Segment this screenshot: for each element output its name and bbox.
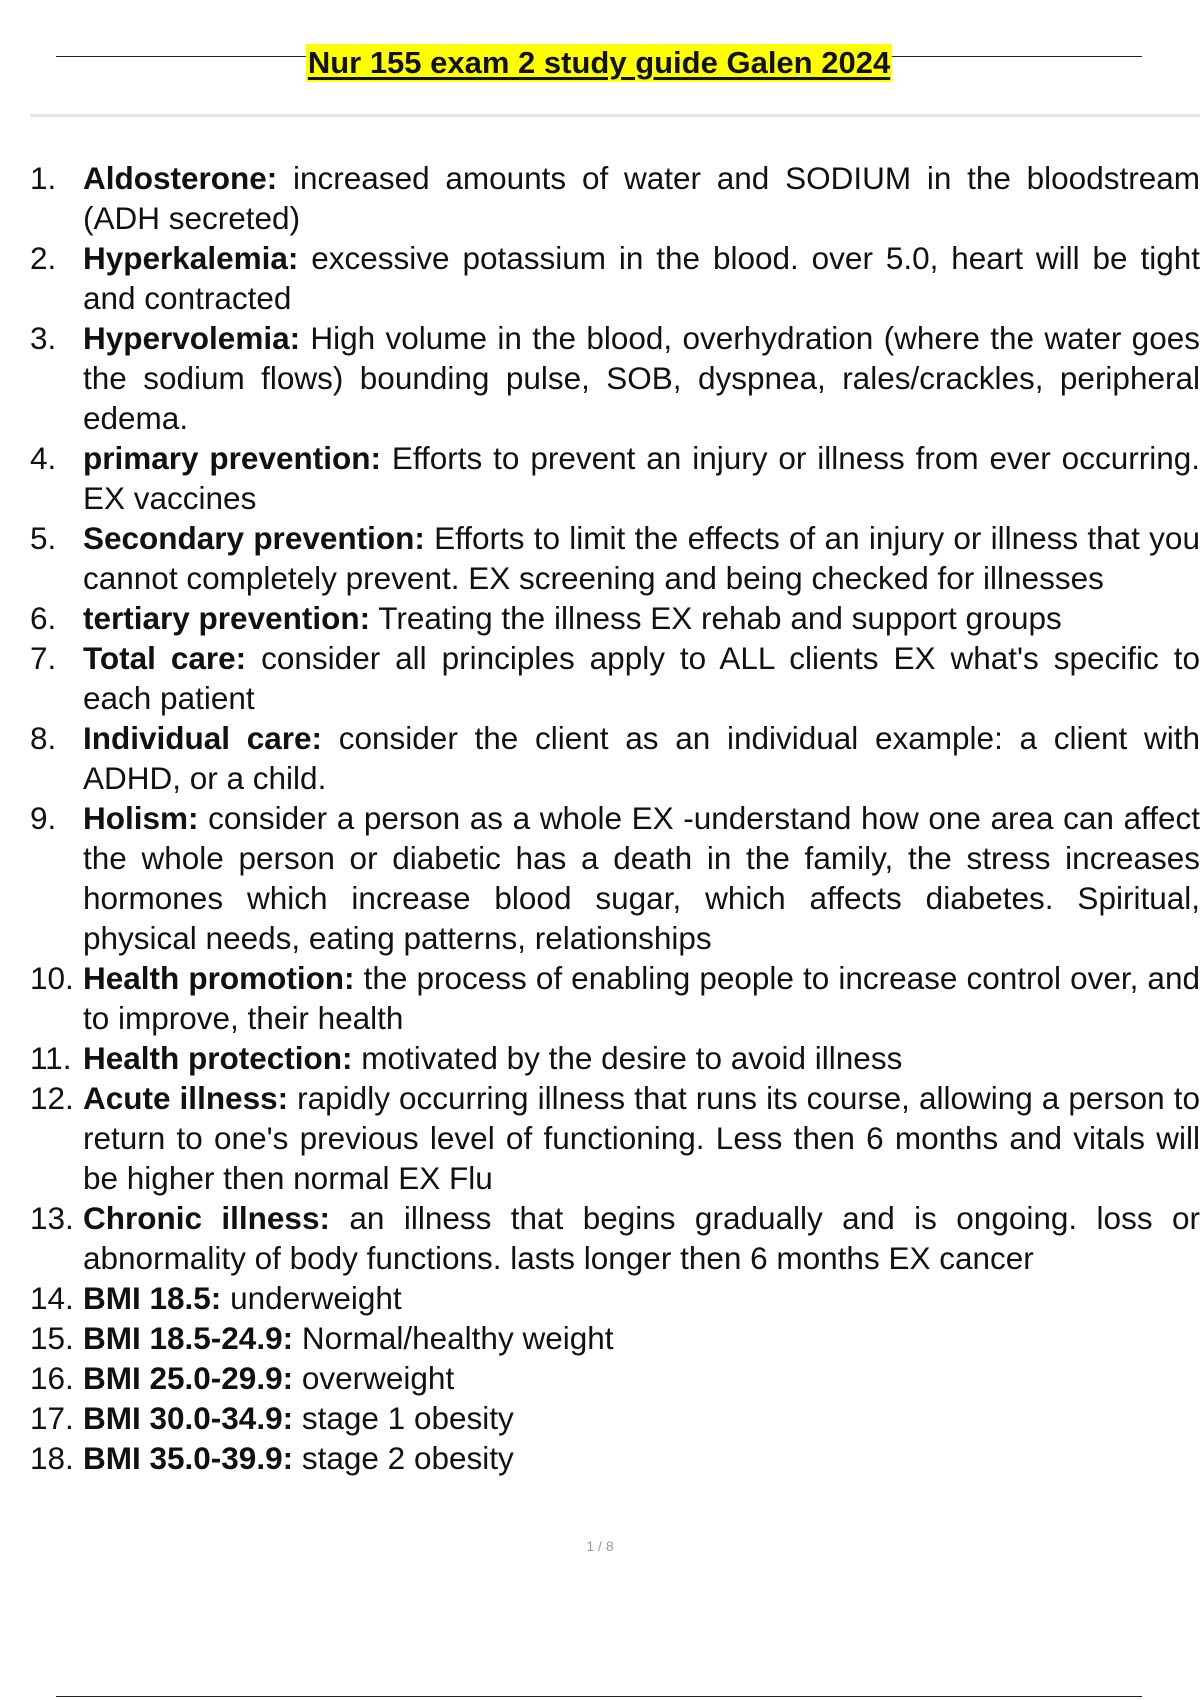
term-definition: Efforts to prevent an injury or illness from ever occurring. EX vaccines xyxy=(83,440,1200,516)
list-item xyxy=(30,798,1200,958)
term-definition: increased amounts of water and SODIUM in the bloodstream (ADH secreted) xyxy=(83,160,1200,236)
term-definition: consider the client as an individual example: a client with ADHD, or a child. xyxy=(83,720,1200,796)
list-item-number: 1. xyxy=(30,160,57,196)
list-item xyxy=(30,638,1200,718)
terms-list xyxy=(30,158,1200,1478)
term-definition: High volume in the blood, overhydration (where the water goes the sodium flows) bounding pulse, SOB, dyspnea, rales/crackles, peripheral edema. xyxy=(83,320,1200,436)
list-item-number: 18. xyxy=(30,1440,74,1476)
term-definition: Efforts to limit the effects of an injury or illness that you cannot completely prevent. EX screening and being checked for illnesses xyxy=(83,520,1200,596)
term-definition: overweight xyxy=(301,1360,455,1396)
term-name: Holism: xyxy=(83,800,199,836)
term-name: Aldosterone: xyxy=(83,160,278,196)
list-item xyxy=(30,598,1200,638)
list-item xyxy=(30,438,1200,518)
list-item-number: 5. xyxy=(30,520,57,556)
list-item xyxy=(30,1358,1200,1398)
list-item-number: 10. xyxy=(30,960,74,996)
term-name: BMI 18.5-24.9: xyxy=(83,1320,294,1356)
list-item-number: 4. xyxy=(30,440,57,476)
document-title: Nur 155 exam 2 study guide Galen 2024 xyxy=(307,45,891,80)
bottom-rule xyxy=(56,1696,1142,1697)
term-name: BMI 30.0-34.9: xyxy=(83,1400,294,1436)
term-name: BMI 35.0-39.9: xyxy=(83,1440,294,1476)
list-item-number: 17. xyxy=(30,1400,74,1436)
list-item-number: 12. xyxy=(30,1080,74,1116)
term-name: Health promotion: xyxy=(83,960,355,996)
list-item-number: 16. xyxy=(30,1360,74,1396)
term-definition: excessive potassium in the blood. over 5.0, heart will be tight and contracted xyxy=(83,240,1200,316)
term-name: BMI 25.0-29.9: xyxy=(83,1360,294,1396)
list-item-number: 6. xyxy=(30,600,57,636)
term-name: Health protection: xyxy=(83,1040,353,1076)
list-item xyxy=(30,238,1200,318)
term-name: BMI 18.5: xyxy=(83,1280,222,1316)
term-definition: Normal/healthy weight xyxy=(301,1320,614,1356)
term-definition: Treating the illness EX rehab and support groups xyxy=(378,600,1062,636)
term-definition: consider a person as a whole EX -understand how one area can affect the whole person or diabetic has a death in the family, the stress increases hormones which increase blood sugar, which affects diabetes. Spiritual, physical needs, eating patterns, relationships xyxy=(83,800,1200,956)
term-name: Hyperkalemia: xyxy=(83,240,299,276)
list-item-number: 2. xyxy=(30,240,57,276)
list-item-number: 8. xyxy=(30,720,57,756)
list-item xyxy=(30,1438,1200,1478)
term-name: Acute illness: xyxy=(83,1080,289,1116)
term-definition: motivated by the desire to avoid illness xyxy=(361,1040,903,1076)
list-item-number: 14. xyxy=(30,1280,74,1316)
term-name: Individual care: xyxy=(83,720,323,756)
page-indicator: 1 / 8 xyxy=(586,1538,614,1554)
term-definition: rapidly occurring illness that runs its course, allowing a person to return to one's previous level of functioning. Less then 6 months and vitals will be higher then normal EX Flu xyxy=(83,1080,1200,1196)
list-item xyxy=(30,1078,1200,1198)
list-item xyxy=(30,1318,1200,1358)
list-item-number: 13. xyxy=(30,1200,74,1236)
term-definition: stage 1 obesity xyxy=(301,1400,514,1436)
list-item xyxy=(30,958,1200,1038)
list-item-number: 9. xyxy=(30,800,57,836)
section-divider xyxy=(30,114,1200,117)
term-definition: the process of enabling people to increase control over, and to improve, their health xyxy=(83,960,1200,1036)
title-row xyxy=(56,44,1142,84)
list-item xyxy=(30,158,1200,238)
list-item xyxy=(30,1278,1200,1318)
list-item xyxy=(30,1038,1200,1078)
term-name: Total care: xyxy=(83,640,247,676)
list-item-number: 3. xyxy=(30,320,57,356)
term-name: Secondary prevention: xyxy=(83,520,425,556)
list-item-number: 15. xyxy=(30,1320,74,1356)
list-item xyxy=(30,518,1200,598)
term-definition: an illness that begins gradually and is ongoing. loss or abnormality of body functions. lasts longer then 6 months EX cancer xyxy=(83,1200,1200,1276)
term-definition: stage 2 obesity xyxy=(301,1440,514,1476)
term-definition: underweight xyxy=(230,1280,402,1316)
list-item xyxy=(30,318,1200,438)
list-item-number: 7. xyxy=(30,640,57,676)
list-item-number: 11. xyxy=(30,1040,72,1076)
term-name: Hypervolemia: xyxy=(83,320,301,356)
list-item xyxy=(30,1398,1200,1438)
term-definition: consider all principles apply to ALL clients EX what's specific to each patient xyxy=(83,640,1200,716)
term-name: primary prevention: xyxy=(83,440,381,476)
list-item xyxy=(30,1198,1200,1278)
term-name: tertiary prevention: xyxy=(83,600,371,636)
list-item xyxy=(30,718,1200,798)
term-name: Chronic illness: xyxy=(83,1200,330,1236)
